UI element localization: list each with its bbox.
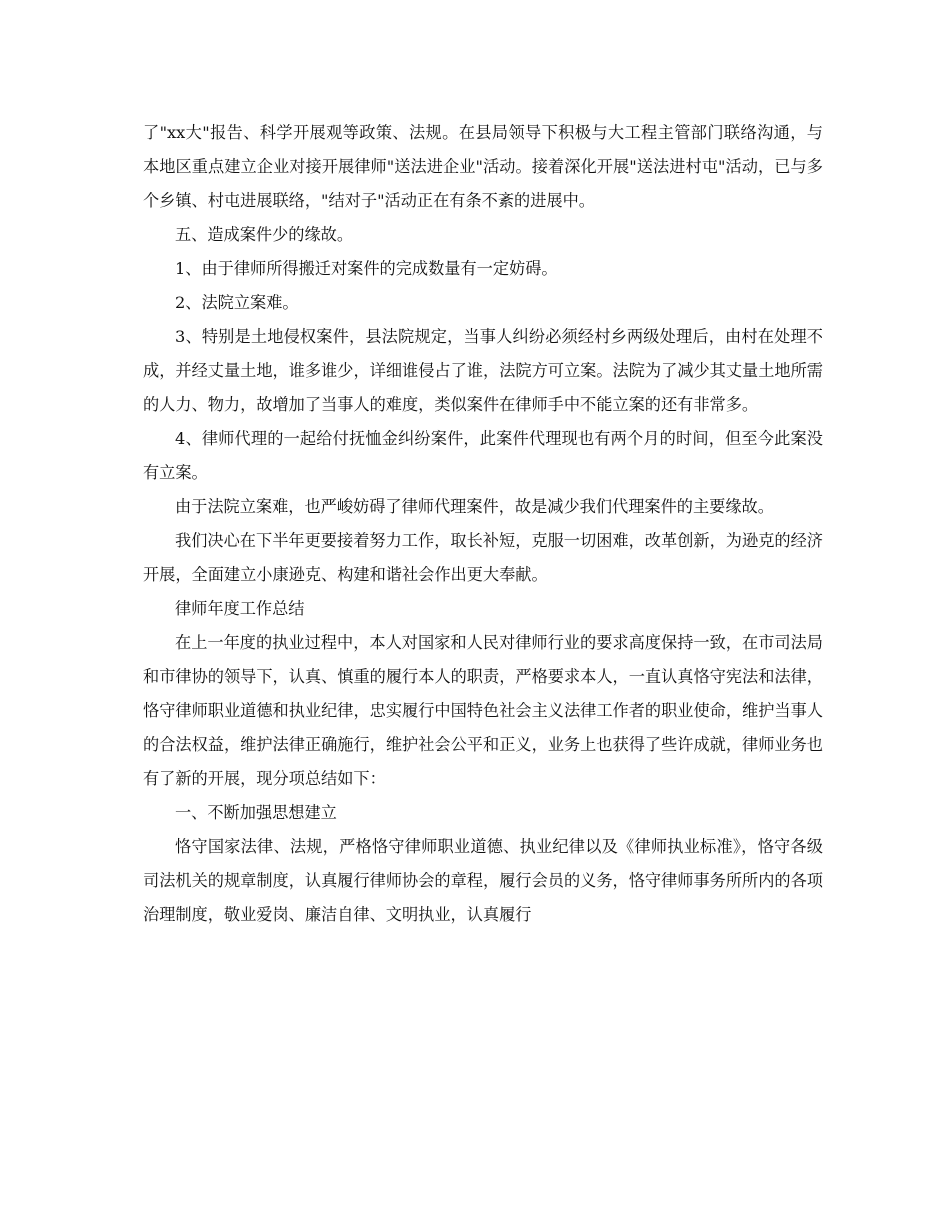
paragraph-5: 3、特别是土地侵权案件，县法院规定，当事人纠纷必须经村乡两级处理后，由村在处理不成，并经丈量土地，谁多谁少，详细谁侵占了谁，法院方可立案。法院为了减少其丈量土地所需的人力、物力，故增加了当事人的难度，类似案件在律师手中不能立案的还有非常多。: [143, 327, 823, 414]
paragraph-3: 1、由于律师所得搬迁对案件的完成数量有一定妨碍。: [175, 259, 558, 278]
paragraph-7: 由于法院立案难，也严峻妨碍了律师代理案件，故是减少我们代理案件的主要缘故。: [175, 497, 774, 516]
paragraph-12: 恪守国家法律、法规，严格恪守律师职业道德、执业纪律以及《律师执业标准》，恪守各级司法机关的规章制度，认真履行律师协会的章程，履行会员的义务，恪守律师事务所所内的各项治理制度，敬业爱岗、廉洁自律、文明执业，认真履行: [143, 837, 823, 924]
paragraph-1: 了"xx大"报告、科学开展观等政策、法规。在县局领导下积极与大工程主管部门联络沟通，与本地区重点建立企业对接开展律师"送法进企业"活动。接着深化开展"送法进村屯"活动，已与多个乡镇、村屯进展联络，"结对子"活动正在有条不紊的进展中。: [143, 123, 823, 210]
document-body: [143, 116, 823, 932]
paragraph-4: 2、法院立案难。: [175, 293, 299, 312]
paragraph-2: 五、造成案件少的缘故。: [175, 225, 354, 244]
paragraph-8: 我们决心在下半年更要接着努力工作，取长补短，克服一切困难，改革创新，为逊克的经济开展，全面建立小康逊克、构建和谐社会作出更大奉献。: [143, 531, 823, 584]
paragraph-10: 在上一年度的执业过程中，本人对国家和人民对律师行业的要求高度保持一致，在市司法局和市律协的领导下，认真、慎重的履行本人的职责，严格要求本人，一直认真恪守宪法和法律，恪守律师职业道德和执业纪律，忠实履行中国特色社会主义法律工作者的职业使命，维护当事人的合法权益，维护法律正确施行，维护社会公平和正义，业务上也获得了些许成就，律师业务也有了新的开展，现分项总结如下：: [143, 633, 823, 788]
paragraph-6: 4、律师代理的一起给付抚恤金纠纷案件，此案件代理现也有两个月的时间，但至今此案没有立案。: [143, 429, 823, 482]
section-title: 律师年度工作总结: [175, 599, 305, 618]
paragraph-11: 一、不断加强思想建立: [175, 803, 337, 822]
